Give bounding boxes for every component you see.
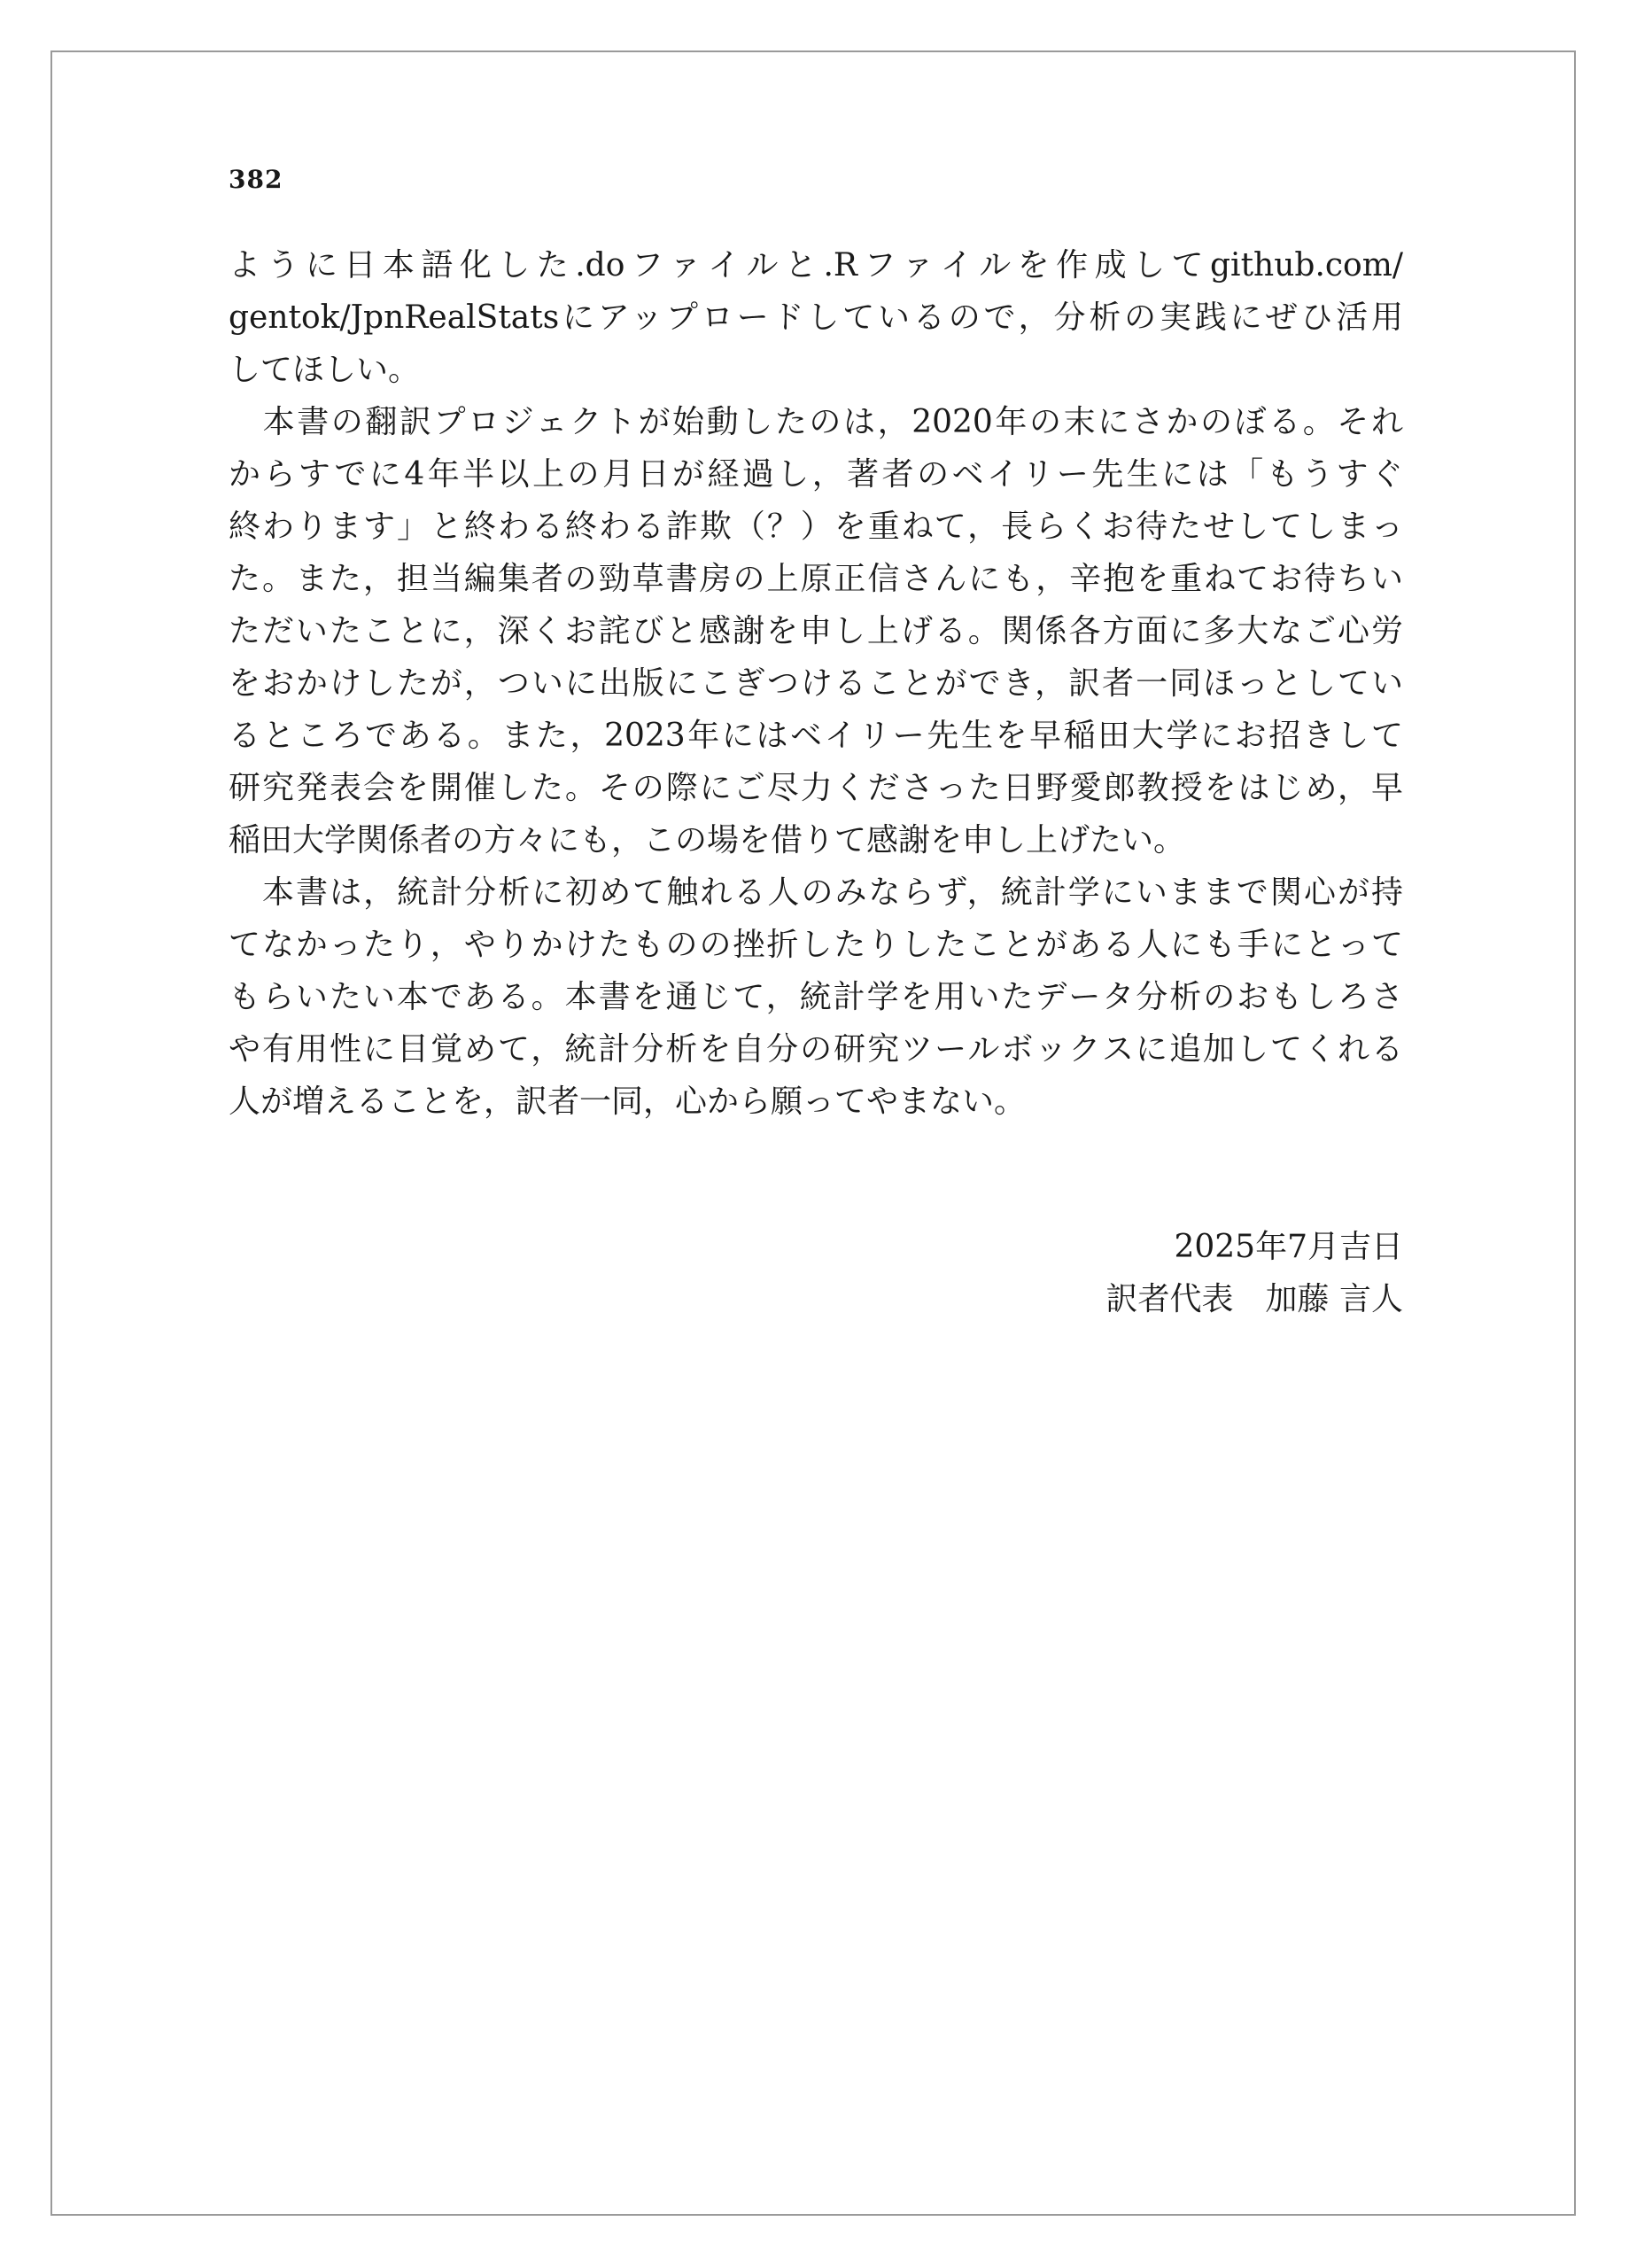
text-line: た。また，担当編集者の勁草書房の上原正信さんにも，辛抱を重ねてお待ちい bbox=[229, 561, 1403, 597]
text-line: 本書の翻訳プロジェクトが始動したのは，2020年の末にさかのぼる。それ bbox=[229, 404, 1403, 440]
text-line: や有用性に目覚めて，統計分析を自分の研究ツールボックスに追加してくれる bbox=[229, 1031, 1403, 1068]
body-text bbox=[229, 239, 1403, 1128]
text-line: ただいたことに，深くお詫びと感謝を申し上げる。関係各方面に多大なご心労 bbox=[229, 613, 1403, 649]
text-line: 稲田大学関係者の方々にも，この場を借りて感謝を申し上げたい。 bbox=[229, 822, 1186, 858]
text-line: してほしい。 bbox=[229, 352, 421, 388]
text-line: 人が増えることを，訳者一同，心から願ってやまない。 bbox=[229, 1084, 1027, 1120]
text-line: るところである。また，2023年にはベイリー先生を早稲田大学にお招きして bbox=[229, 718, 1403, 754]
text-line: もらいたい本である。本書を通じて，統計学を用いたデータ分析のおもしろさ bbox=[229, 979, 1403, 1015]
text-line: からすでに4年半以上の月日が経過し，著者のベイリー先生には「もうすぐ bbox=[229, 456, 1403, 493]
text-line: 終わります」と終わる終わる詐欺（？）を重ねて，長らくお待たせしてしまっ bbox=[229, 509, 1403, 545]
page-number: 382 bbox=[229, 165, 283, 194]
text-line: 研究発表会を開催した。その際にご尽力くださった日野愛郎教授をはじめ，早 bbox=[229, 770, 1403, 806]
text-line: ように日本語化した.doファイルと.Rファイルを作成してgithub.com/ bbox=[229, 247, 1403, 284]
signature-date: 2025年7月吉日 bbox=[1174, 1229, 1403, 1265]
text-line: をおかけしたが，ついに出版にこぎつけることができ，訳者一同ほっとしてい bbox=[229, 665, 1403, 702]
signature-author: 訳者代表 加藤 言人 bbox=[1105, 1281, 1403, 1317]
text-line: 本書は，統計分析に初めて触れる人のみならず，統計学にいままで関心が持 bbox=[229, 874, 1403, 911]
signature-block bbox=[1106, 1221, 1403, 1325]
text-line: gentok/JpnRealStatsにアップロードしているので，分析の実践にぜひ活用 bbox=[229, 299, 1403, 336]
text-line: てなかったり，やりかけたものの挫折したりしたことがある人にも手にとって bbox=[229, 927, 1403, 963]
